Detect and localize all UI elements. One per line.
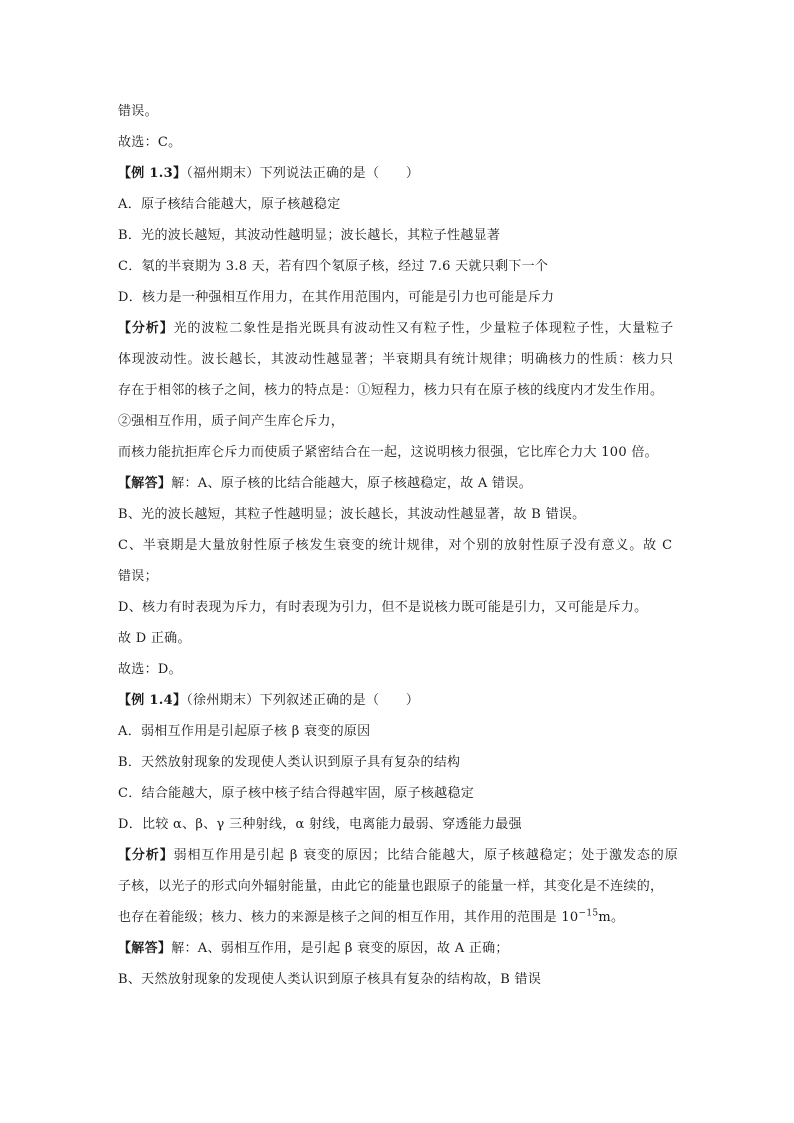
example-tag: 【例 1.3】: [118, 166, 187, 181]
option-line: A．原子核结合能越大，原子核越稳定: [118, 197, 341, 212]
text-line: 故 D 正确。: [118, 631, 191, 646]
text-line: 错误；: [118, 569, 158, 584]
text-line: ②强相互作用，质子间产生库仑斥力，: [118, 414, 345, 429]
text-line: 子核，以光子的形式向外辐射能量，由此它的能量也跟原子的能量一样，其变化是不连续的，: [118, 879, 664, 894]
text-line: C、半衰期是大量放射性原子核发生衰变的统计规律，对个别的放射性原子没有意义。故 C: [118, 538, 673, 553]
analysis-tag: 【分析】: [118, 848, 174, 863]
option-line: B．光的波长越短，其波动性越明显；波长越长，其粒子性越显著: [118, 228, 501, 243]
exponent: −15: [578, 908, 599, 919]
analysis-text: 弱相互作用是引起 β 衰变的原因；比结合能越大，原子核越稳定；处于激发态的原: [173, 848, 679, 863]
analysis-text: 光的波粒二象性是指光既具有波动性又有粒子性，少量粒子体现粒子性，大量粒子: [173, 321, 675, 336]
example-tag: 【例 1.4】: [118, 693, 187, 708]
option-line: C．结合能越大，原子核中核子结合得越牢固，原子核越稳定: [118, 786, 475, 801]
analysis-line: [118, 844, 678, 875]
answer-tag: 【解答】: [118, 941, 172, 956]
analysis-text: 也存在着能级；核力、核力的来源是核子之间的相互作用，其作用的范围是 10: [118, 910, 579, 925]
example-question: 下列叙述正确的是（ ）: [259, 693, 420, 708]
answer-text: 解：A、弱相互作用，是引起 β 衰变的原因，故 A 正确；: [171, 941, 509, 956]
text-line: 错误。: [118, 104, 158, 119]
option-line: D．比较 α、β、γ 三种射线，α 射线，电离能力最弱、穿透能力最强: [118, 817, 522, 832]
example-source: （徐州期末）: [186, 693, 260, 708]
text-line: 存在于相邻的核子之间，核力的特点是：①短程力，核力只有在原子核的线度内才发生作用。: [118, 383, 664, 398]
answer-line: [118, 937, 678, 968]
text-line: 体现波动性。波长越长，其波动性越显著；半衰期具有统计规律；明确核力的性质：核力只: [118, 352, 675, 367]
answer-text: 解：A、原子核的比结合能越大，原子核越稳定，故 A 错误。: [171, 476, 532, 491]
text-line: 故选：D。: [118, 662, 182, 677]
document-page: [118, 100, 678, 999]
text-line: 而核力能抗拒库仑斥力而使质子紧密结合在一起，这说明核力很强，它比库仑力大 100 倍。: [118, 445, 658, 460]
option-line: B．天然放射现象的发现使人类认识到原子具有复杂的结构: [118, 755, 461, 770]
example-heading: [118, 162, 678, 193]
example-heading: [118, 689, 678, 720]
text-line: D、核力有时表现为斥力，有时表现为引力，但不是说核力既可能是引力，又可能是斥力。: [118, 600, 648, 615]
option-line: C．氡的半衰期为 3.8 天，若有四个氡原子核，经过 7.6 天就只剩下一个: [118, 259, 549, 274]
analysis-tag: 【分析】: [118, 321, 174, 336]
option-line: A．弱相互作用是引起原子核 β 衰变的原因: [118, 724, 371, 739]
text-line: 故选：C。: [118, 135, 182, 150]
answer-tag: 【解答】: [118, 476, 172, 491]
analysis-line: [118, 317, 678, 348]
analysis-unit: m。: [598, 910, 625, 925]
text-line: B、天然放射现象的发现使人类认识到原子核具有复杂的结构故，B 错误: [118, 972, 542, 987]
example-question: 下列说法正确的是（ ）: [259, 166, 420, 181]
example-source: （福州期末）: [186, 166, 260, 181]
text-line: B、光的波长越短，其粒子性越明显；波长越长，其波动性越显著，故 B 错误。: [118, 507, 586, 522]
answer-line: [118, 472, 678, 503]
option-line: D．核力是一种强相互作用力，在其作用范围内，可能是引力也可能是斥力: [118, 290, 555, 305]
analysis-line-with-exponent: [118, 906, 678, 937]
